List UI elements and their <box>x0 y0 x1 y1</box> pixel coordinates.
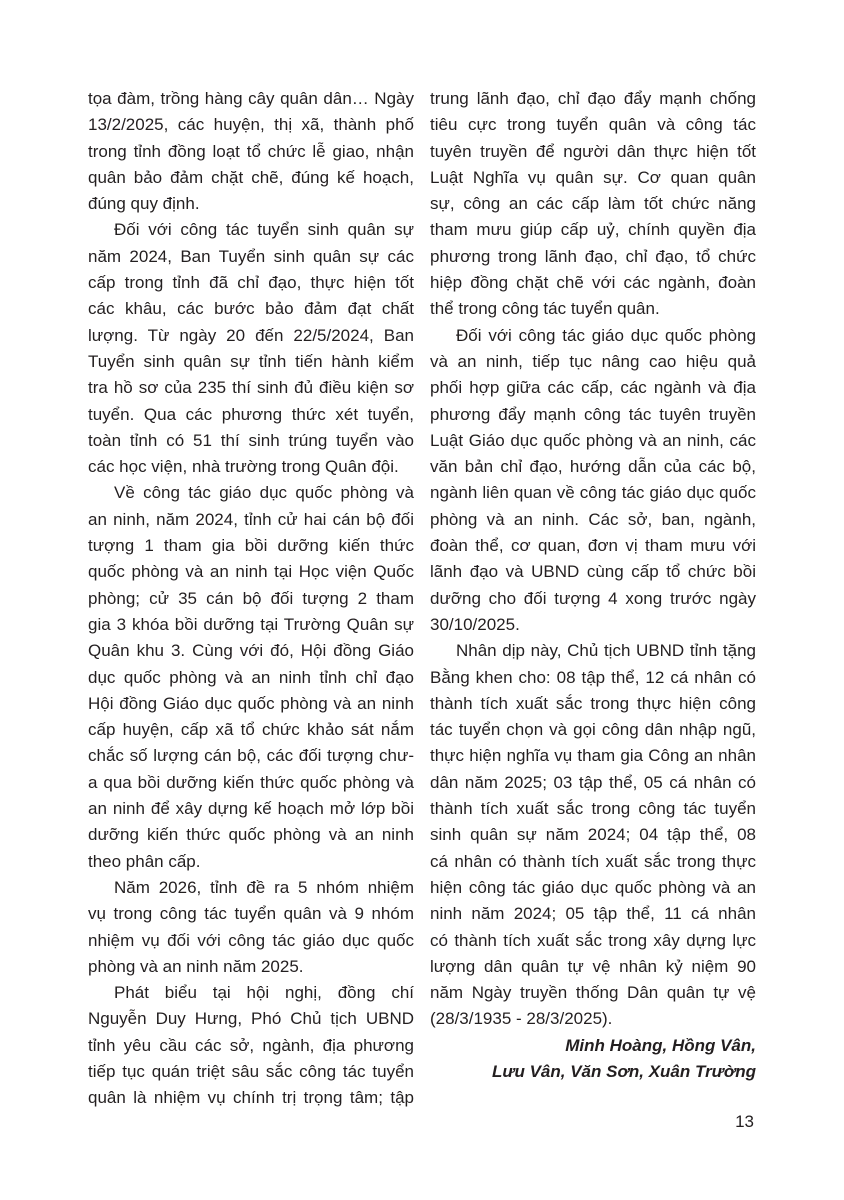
text-line: tra hồ sơ của 235 thí sinh đủ điều kiện sơ <box>88 378 414 398</box>
text-line: quân bảo đảm chặt chẽ, đúng kế hoạch, <box>88 167 414 187</box>
text-line: lượng. Từ ngày 20 đến 22/5/2024, Ban <box>88 325 414 345</box>
text-line: Luật Giáo dục quốc phòng và an ninh, các <box>430 430 756 450</box>
text-line: vụ trong công tác tuyển quân và 9 nhóm <box>88 904 414 924</box>
text-line: dục quốc phòng và an ninh tỉnh chỉ đạo <box>88 667 414 687</box>
text-line: phòng và an ninh năm 2025. <box>88 956 304 976</box>
text-line: quốc phòng và an ninh tại Học viện Quốc <box>88 562 414 582</box>
text-line: cá nhân có thành tích xuất sắc trong thực <box>430 851 756 871</box>
text-line: (28/3/1935 - 28/3/2025). <box>430 1009 613 1029</box>
left-column <box>88 86 414 1112</box>
text-line: nhiệm vụ đối với công tác giáo dục quốc <box>88 930 414 950</box>
text-line: lãnh đạo và UBND cùng cấp tổ chức bồi <box>430 562 756 582</box>
right-column <box>430 86 756 1085</box>
text-line: tác tuyển chọn và gọi công dân nhập ngũ, <box>430 720 756 740</box>
text-line: Hội đồng Giáo dục quốc phòng và an ninh <box>88 693 414 713</box>
text-line: dưỡng kiến thức quốc phòng và an ninh <box>88 825 414 845</box>
text-line: Năm 2026, tỉnh đề ra 5 nhóm nhiệm <box>114 877 414 897</box>
text-line: Đối với công tác giáo dục quốc phòng <box>456 325 756 345</box>
text-line: quân là nhiệm vụ chính trị trọng tâm; tập <box>88 1088 414 1108</box>
text-line: 13/2/2025, các huyện, thị xã, thành phố <box>88 115 414 135</box>
text-line: cấp huyện, cấp xã tổ chức khảo sát nắm <box>88 720 414 740</box>
text-line: thành tích xuất sắc trong công tác tuyển <box>430 799 756 819</box>
text-line: tham mưu giúp cấp uỷ, chính quyền địa <box>430 220 756 240</box>
text-line: Tuyển sinh quân sự tỉnh tiến hành kiểm <box>88 351 414 371</box>
text-line: gia 3 khóa bồi dưỡng tại Trường Quân sự <box>88 614 414 634</box>
text-line: theo phân cấp. <box>88 851 201 871</box>
text-line: phòng; cử 35 cán bộ đối tượng 2 tham <box>88 588 414 608</box>
text-line: phương trong lãnh đạo, chỉ đạo, tổ chức <box>430 246 756 266</box>
text-line: sinh quân sự năm 2024; 04 tập thể, 08 <box>430 825 756 845</box>
text-line: tuyên truyền để người dân thực hiện tốt <box>430 141 756 161</box>
text-line: Nguyễn Duy Hưng, Phó Chủ tịch UBND <box>88 1009 414 1029</box>
page-number: 13 <box>735 1112 754 1131</box>
text-line: ngành liên quan về công tác giáo dục quốc <box>430 483 756 503</box>
text-line: tỉnh yêu cầu các sở, ngành, địa phương <box>88 1035 414 1055</box>
text-line: thành tích xuất sắc trong thực hiện công <box>430 693 756 713</box>
text-line: thực hiện nghĩa vụ tham gia Công an nhân <box>430 746 756 766</box>
text-line: tượng 1 tham gia bồi dưỡng kiến thức <box>88 536 414 556</box>
author-signature-line: Lưu Vân, Văn Sơn, Xuân Trường <box>491 1061 756 1081</box>
text-line: dưỡng cho đối tượng 4 xong trước ngày <box>430 588 756 608</box>
text-line: trung lãnh đạo, chỉ đạo đẩy mạnh chống <box>430 89 756 108</box>
author-signature-line: Minh Hoàng, Hồng Vân, <box>565 1035 756 1055</box>
text-line: phương đẩy mạnh công tác tuyên truyền <box>430 404 756 424</box>
text-line: văn bản chỉ đạo, hướng dẫn của các bộ, <box>430 457 756 477</box>
text-line: tiếp tục quán triệt sâu sắc công tác tuyển <box>88 1061 414 1081</box>
text-line: chắc số lượng cán bộ, các đối tượng chư- <box>88 746 414 766</box>
text-line: dân năm 2025; 03 tập thể, 05 cá nhân có <box>430 772 756 792</box>
text-line: Bằng khen cho: 08 tập thể, 12 cá nhân có <box>430 667 756 687</box>
text-line: Nhân dịp này, Chủ tịch UBND tỉnh tặng <box>456 641 756 661</box>
text-line: an ninh, năm 2024, tỉnh cử hai cán bộ đối <box>88 509 414 529</box>
text-line: Luật Nghĩa vụ quân sự. Cơ quan quân <box>430 167 756 187</box>
text-line: tọa đàm, trồng hàng cây quân dân… Ngày <box>88 89 414 108</box>
text-line: 30/10/2025. <box>430 614 520 634</box>
text-line: tuyển. Qua các phương thức xét tuyển, <box>88 404 414 424</box>
text-line: đúng quy định. <box>88 194 200 214</box>
text-line: năm Ngày truyền thống Dân quân tự vệ <box>430 983 756 1003</box>
text-line: lượng dân quân tự vệ nhân kỷ niệm 90 <box>430 956 756 976</box>
text-line: Quân khu 3. Cùng với đó, Hội đồng Giáo <box>88 641 414 661</box>
text-line: tiêu cực trong tuyển quân và công tác <box>430 115 756 135</box>
text-line: phối hợp giữa các cấp, các ngành và địa <box>430 378 756 398</box>
text-line: sự, công an các cấp làm tốt chức năng <box>430 194 756 214</box>
text-line: đoàn thể, cơ quan, đơn vị tham mưu với <box>430 536 756 556</box>
text-line: và an ninh, tiếp tục nâng cao hiệu quả <box>430 351 756 371</box>
text-line: Về công tác giáo dục quốc phòng và <box>114 483 414 503</box>
text-line: hiệp đồng chặt chẽ với các ngành, đoàn <box>430 273 756 293</box>
text-line: các học viện, nhà trường trong Quân đội. <box>88 457 399 477</box>
text-line: toàn tỉnh có 51 thí sinh trúng tuyển vào <box>88 430 414 450</box>
text-line: năm 2024, Ban Tuyển sinh quân sự các <box>88 246 414 266</box>
text-line: Phát biểu tại hội nghị, đồng chí <box>114 983 414 1003</box>
text-line: an ninh để xây dựng kế hoạch mở lớp bồi <box>88 799 414 819</box>
text-line: thể trong công tác tuyển quân. <box>430 299 660 319</box>
text-line: ninh năm 2024; 05 tập thể, 11 cá nhân <box>430 904 756 924</box>
text-line: có thành tích xuất sắc trong xây dựng lực <box>430 930 756 950</box>
text-line: các khâu, các bước bảo đảm đạt chất <box>88 299 414 319</box>
text-line: hiện công tác giáo dục quốc phòng và an <box>430 877 756 897</box>
text-line: phòng và an ninh. Các sở, ban, ngành, <box>430 509 756 529</box>
text-line: a qua bồi dưỡng kiến thức quốc phòng và <box>88 772 414 792</box>
text-line: trong tỉnh đồng loạt tổ chức lễ giao, nhận <box>88 141 414 161</box>
text-line: Đối với công tác tuyển sinh quân sự <box>114 220 414 240</box>
text-line: cấp trong tỉnh đã chỉ đạo, thực hiện tốt <box>88 273 414 293</box>
